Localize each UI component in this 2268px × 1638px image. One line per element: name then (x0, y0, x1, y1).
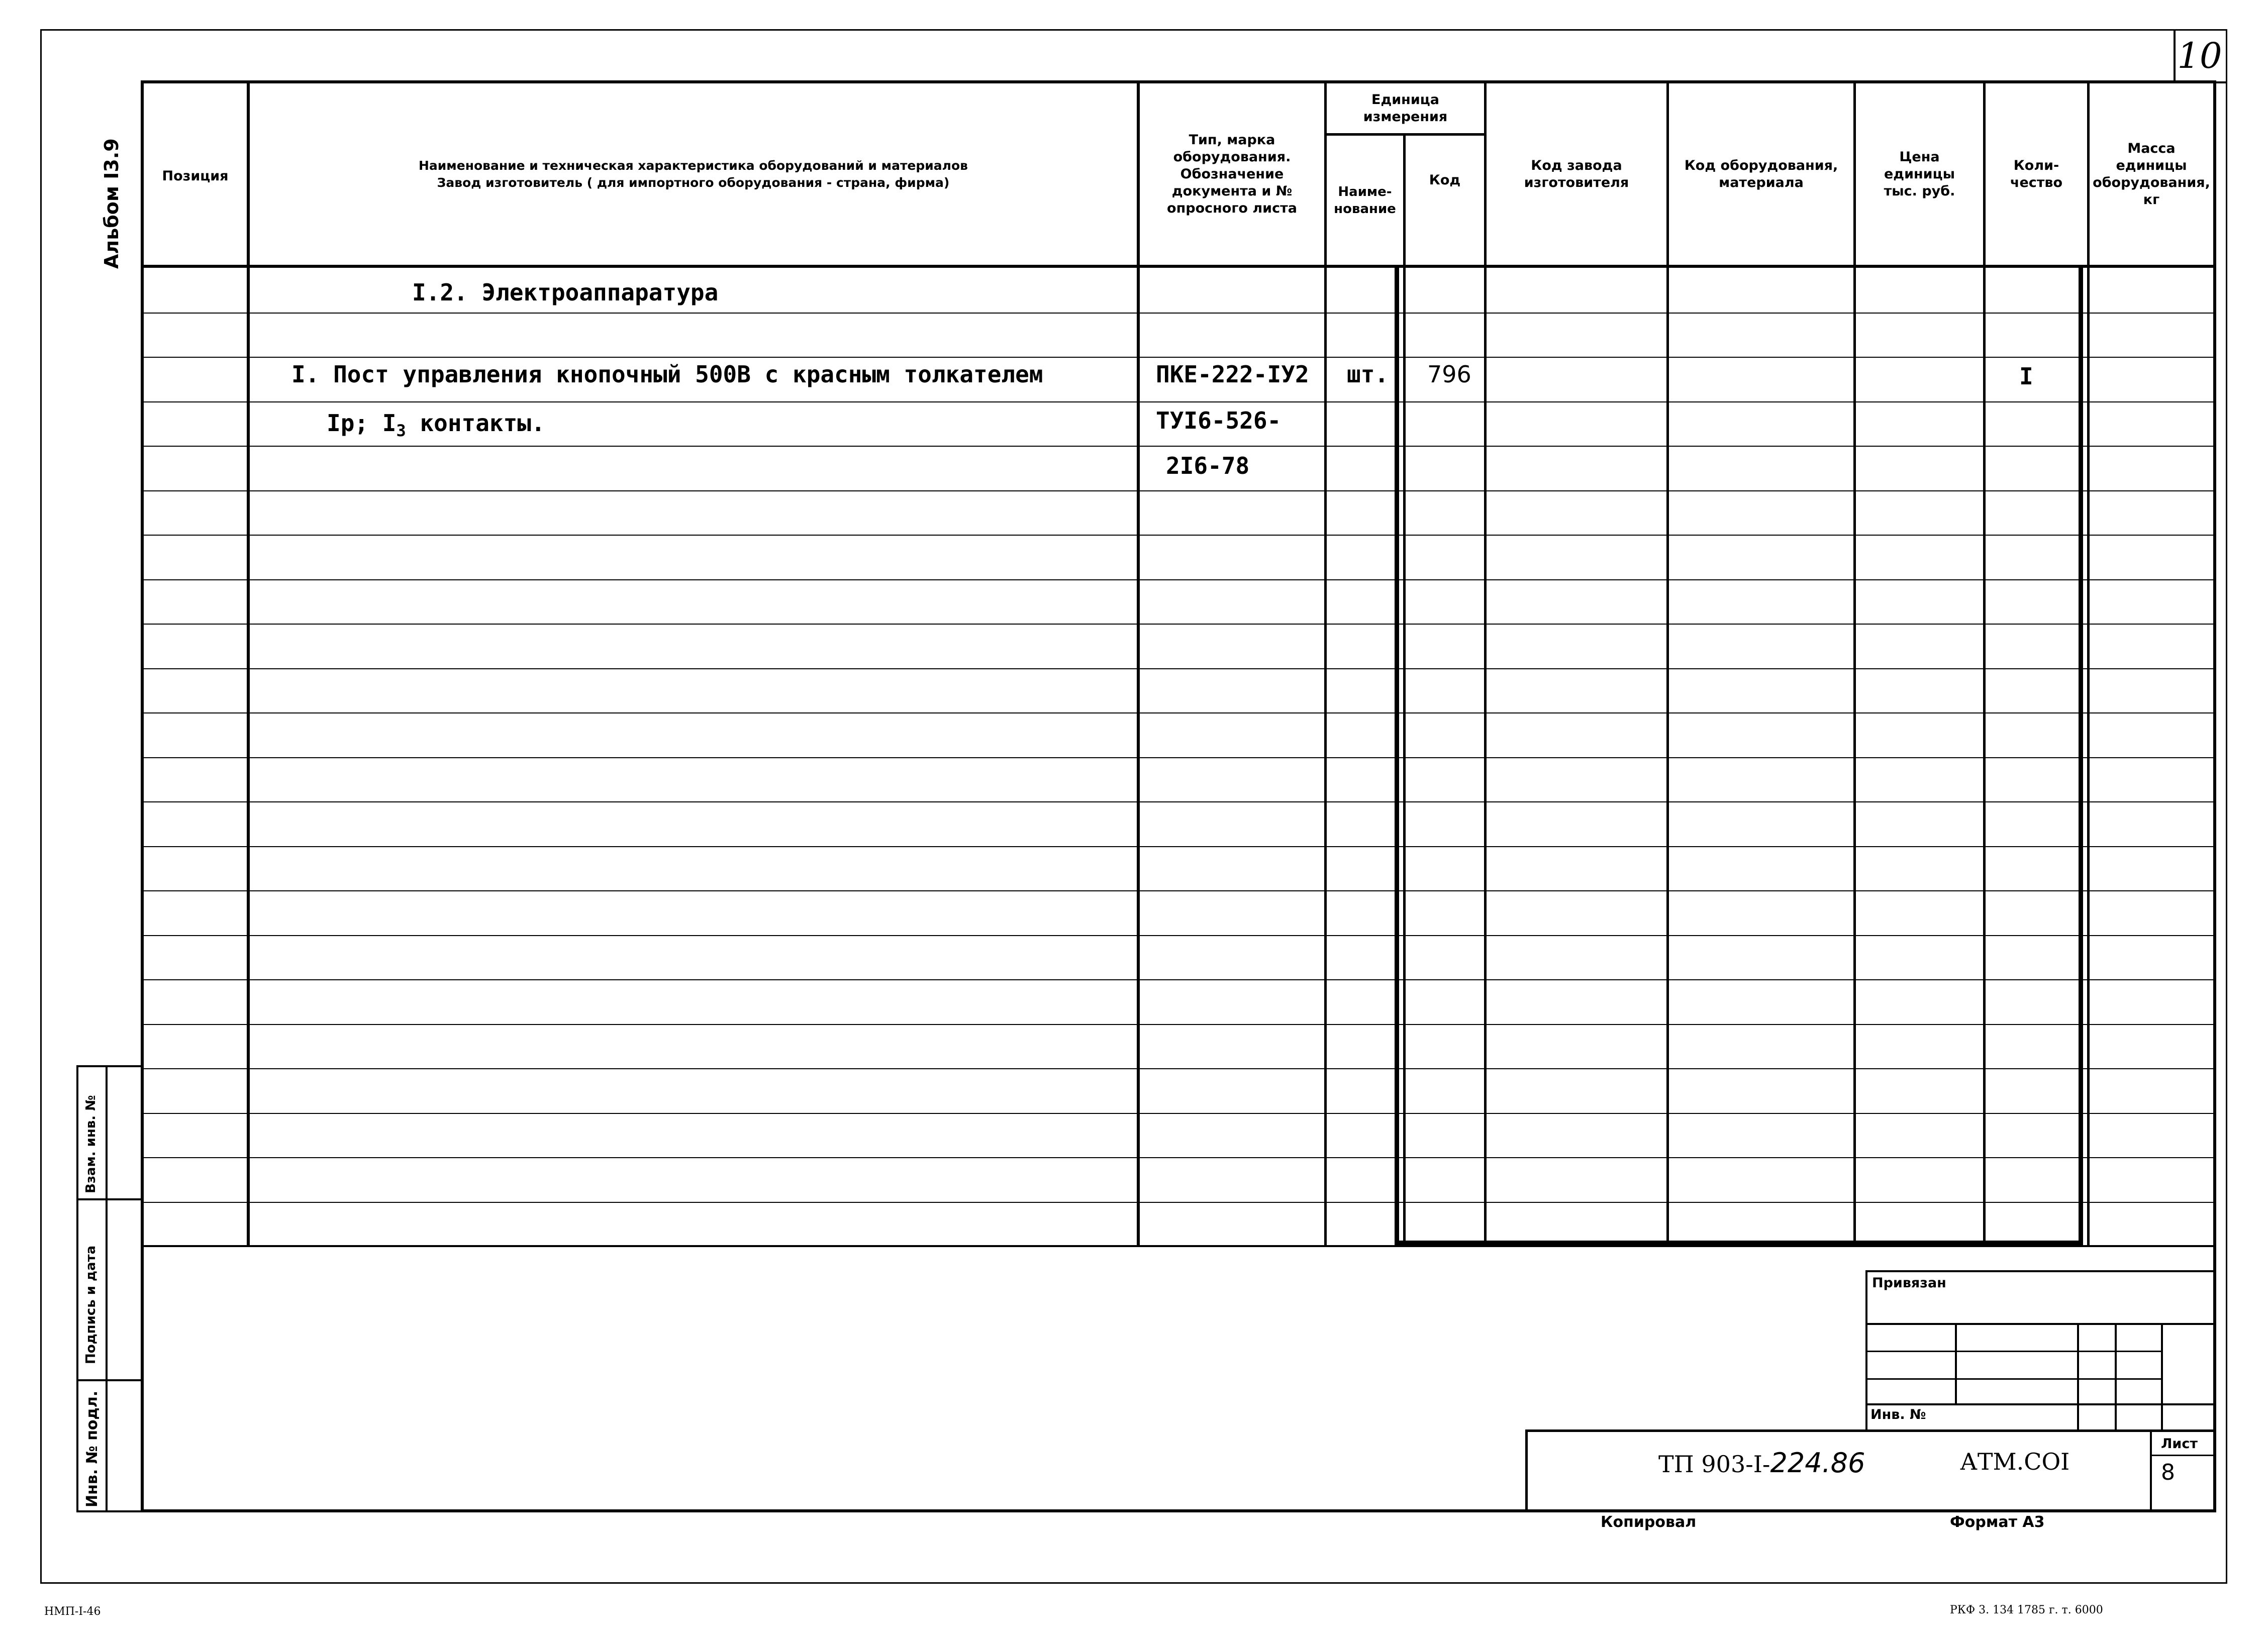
header-mass: Масса единицы оборудования, кг (2093, 140, 2210, 208)
format-label: Формат А3 (1950, 1513, 2045, 1531)
title-bound-label: Привязан (1872, 1275, 1946, 1291)
title-doc-designation (1658, 1447, 1865, 1479)
table-row-line (144, 401, 2213, 402)
header-unit-name: Наиме- нование (1334, 184, 1396, 217)
title-sheet-number: 8 (2161, 1460, 2175, 1485)
footer-right-code: РКФ 3. 134 1785 г. т. 6000 (1950, 1604, 2103, 1616)
side-stamp-divider-2 (76, 1379, 144, 1381)
title-block-main (1525, 1429, 2216, 1512)
tb-sheet-divider (2150, 1429, 2152, 1512)
table-row-line (144, 446, 2213, 447)
title-doc-number: 224.86 (1770, 1447, 1865, 1479)
album-label: Альбом I3.9 (101, 138, 123, 269)
tb-vline-2 (2077, 1323, 2079, 1431)
tb-vline-4 (2161, 1323, 2163, 1431)
title-sheet-label: Лист (2161, 1436, 2198, 1452)
title-inv-label: Инв. № (1870, 1407, 1926, 1422)
table-row-line (144, 890, 2213, 891)
table-row-line (144, 313, 2213, 314)
data-thick-box (1395, 268, 2083, 1245)
item-contacts-prefix: Ip; I (327, 410, 397, 437)
table-row-line (144, 935, 2213, 936)
table-row-line (144, 846, 2213, 847)
header-unit-code: Код (1429, 172, 1461, 188)
table-row-line (144, 712, 2213, 713)
tb-hline-1 (1865, 1323, 2216, 1325)
header-plant-code: Код завода изготовителя (1524, 157, 1629, 190)
header-quantity: Коли- чество (2010, 157, 2063, 190)
table-row-line (144, 579, 2213, 580)
table-row-line (144, 801, 2213, 802)
tb-sheet-label-line (2150, 1455, 2216, 1456)
title-doc-code: АТМ.СОI (1960, 1448, 2070, 1475)
table-row-line (144, 1068, 2213, 1069)
item-quantity: I (2019, 363, 2033, 390)
table-row-line (144, 757, 2213, 758)
side-stamp-inv-no: Инв. № подл. (83, 1390, 101, 1507)
table-row-line (144, 979, 2213, 980)
item-type-line1: ПКЕ-222-IУ2 (1156, 361, 1309, 388)
side-stamp-replaced-inv: Взам. инв. № (83, 1095, 98, 1193)
item-description-line1: I. Пост управления кнопочный 500В с красным толкателем (291, 361, 1043, 388)
table-row-line (144, 1202, 2213, 1203)
tb-vline-3 (2115, 1323, 2117, 1431)
table-row-line (144, 1024, 2213, 1025)
header-unit-group: Единица измерения (1363, 91, 1448, 125)
table-bottom-line (144, 1245, 2213, 1247)
side-stamp-sign-date: Подпись и дата (83, 1245, 98, 1364)
header-position: Позиция (162, 168, 229, 184)
item-unit-code: 796 (1427, 361, 1471, 388)
item-contacts-suffix: контакты. (406, 410, 545, 437)
side-stamp-divider-1 (76, 1198, 144, 1200)
table-row-line (144, 535, 2213, 536)
corner-number: 10 (2177, 35, 2222, 76)
item-type-line2: ТУI6-526- (1156, 407, 1281, 434)
table-row-line (144, 1157, 2213, 1158)
table-row-line (144, 490, 2213, 491)
item-contacts-subscript: 3 (396, 421, 406, 441)
tb-vline-1 (1955, 1323, 1957, 1403)
header-type: Тип, марка оборудования. Обозначение документа и № опросного листа (1167, 132, 1297, 216)
side-stamp-divider-v (106, 1065, 108, 1512)
header-equipment-code: Код оборудования, материала (1684, 157, 1838, 190)
copied-label: Копировал (1601, 1513, 1697, 1531)
footer-left-code: НМП-I-46 (44, 1605, 101, 1618)
item-unit-name: шт. (1347, 361, 1389, 388)
item-type-line3: 2I6-78 (1166, 452, 1250, 479)
header-price: Цена единицы тыс. руб. (1884, 149, 1955, 199)
table-row-line (144, 668, 2213, 669)
title-doc-prefix: ТП 903-I- (1658, 1451, 1770, 1478)
tb-hline-4 (1865, 1403, 2216, 1405)
section-title: I.2. Электроаппаратура (412, 279, 719, 306)
item-description-line2 (327, 410, 545, 440)
table-row-line (144, 624, 2213, 625)
table-row-line (144, 1113, 2213, 1114)
header-name: Наименование и техническая характеристика оборудований и материалов Завод изготовитель ( для импортного оборудования - страна, фирма) (419, 158, 968, 190)
table-row-line (144, 357, 2213, 358)
